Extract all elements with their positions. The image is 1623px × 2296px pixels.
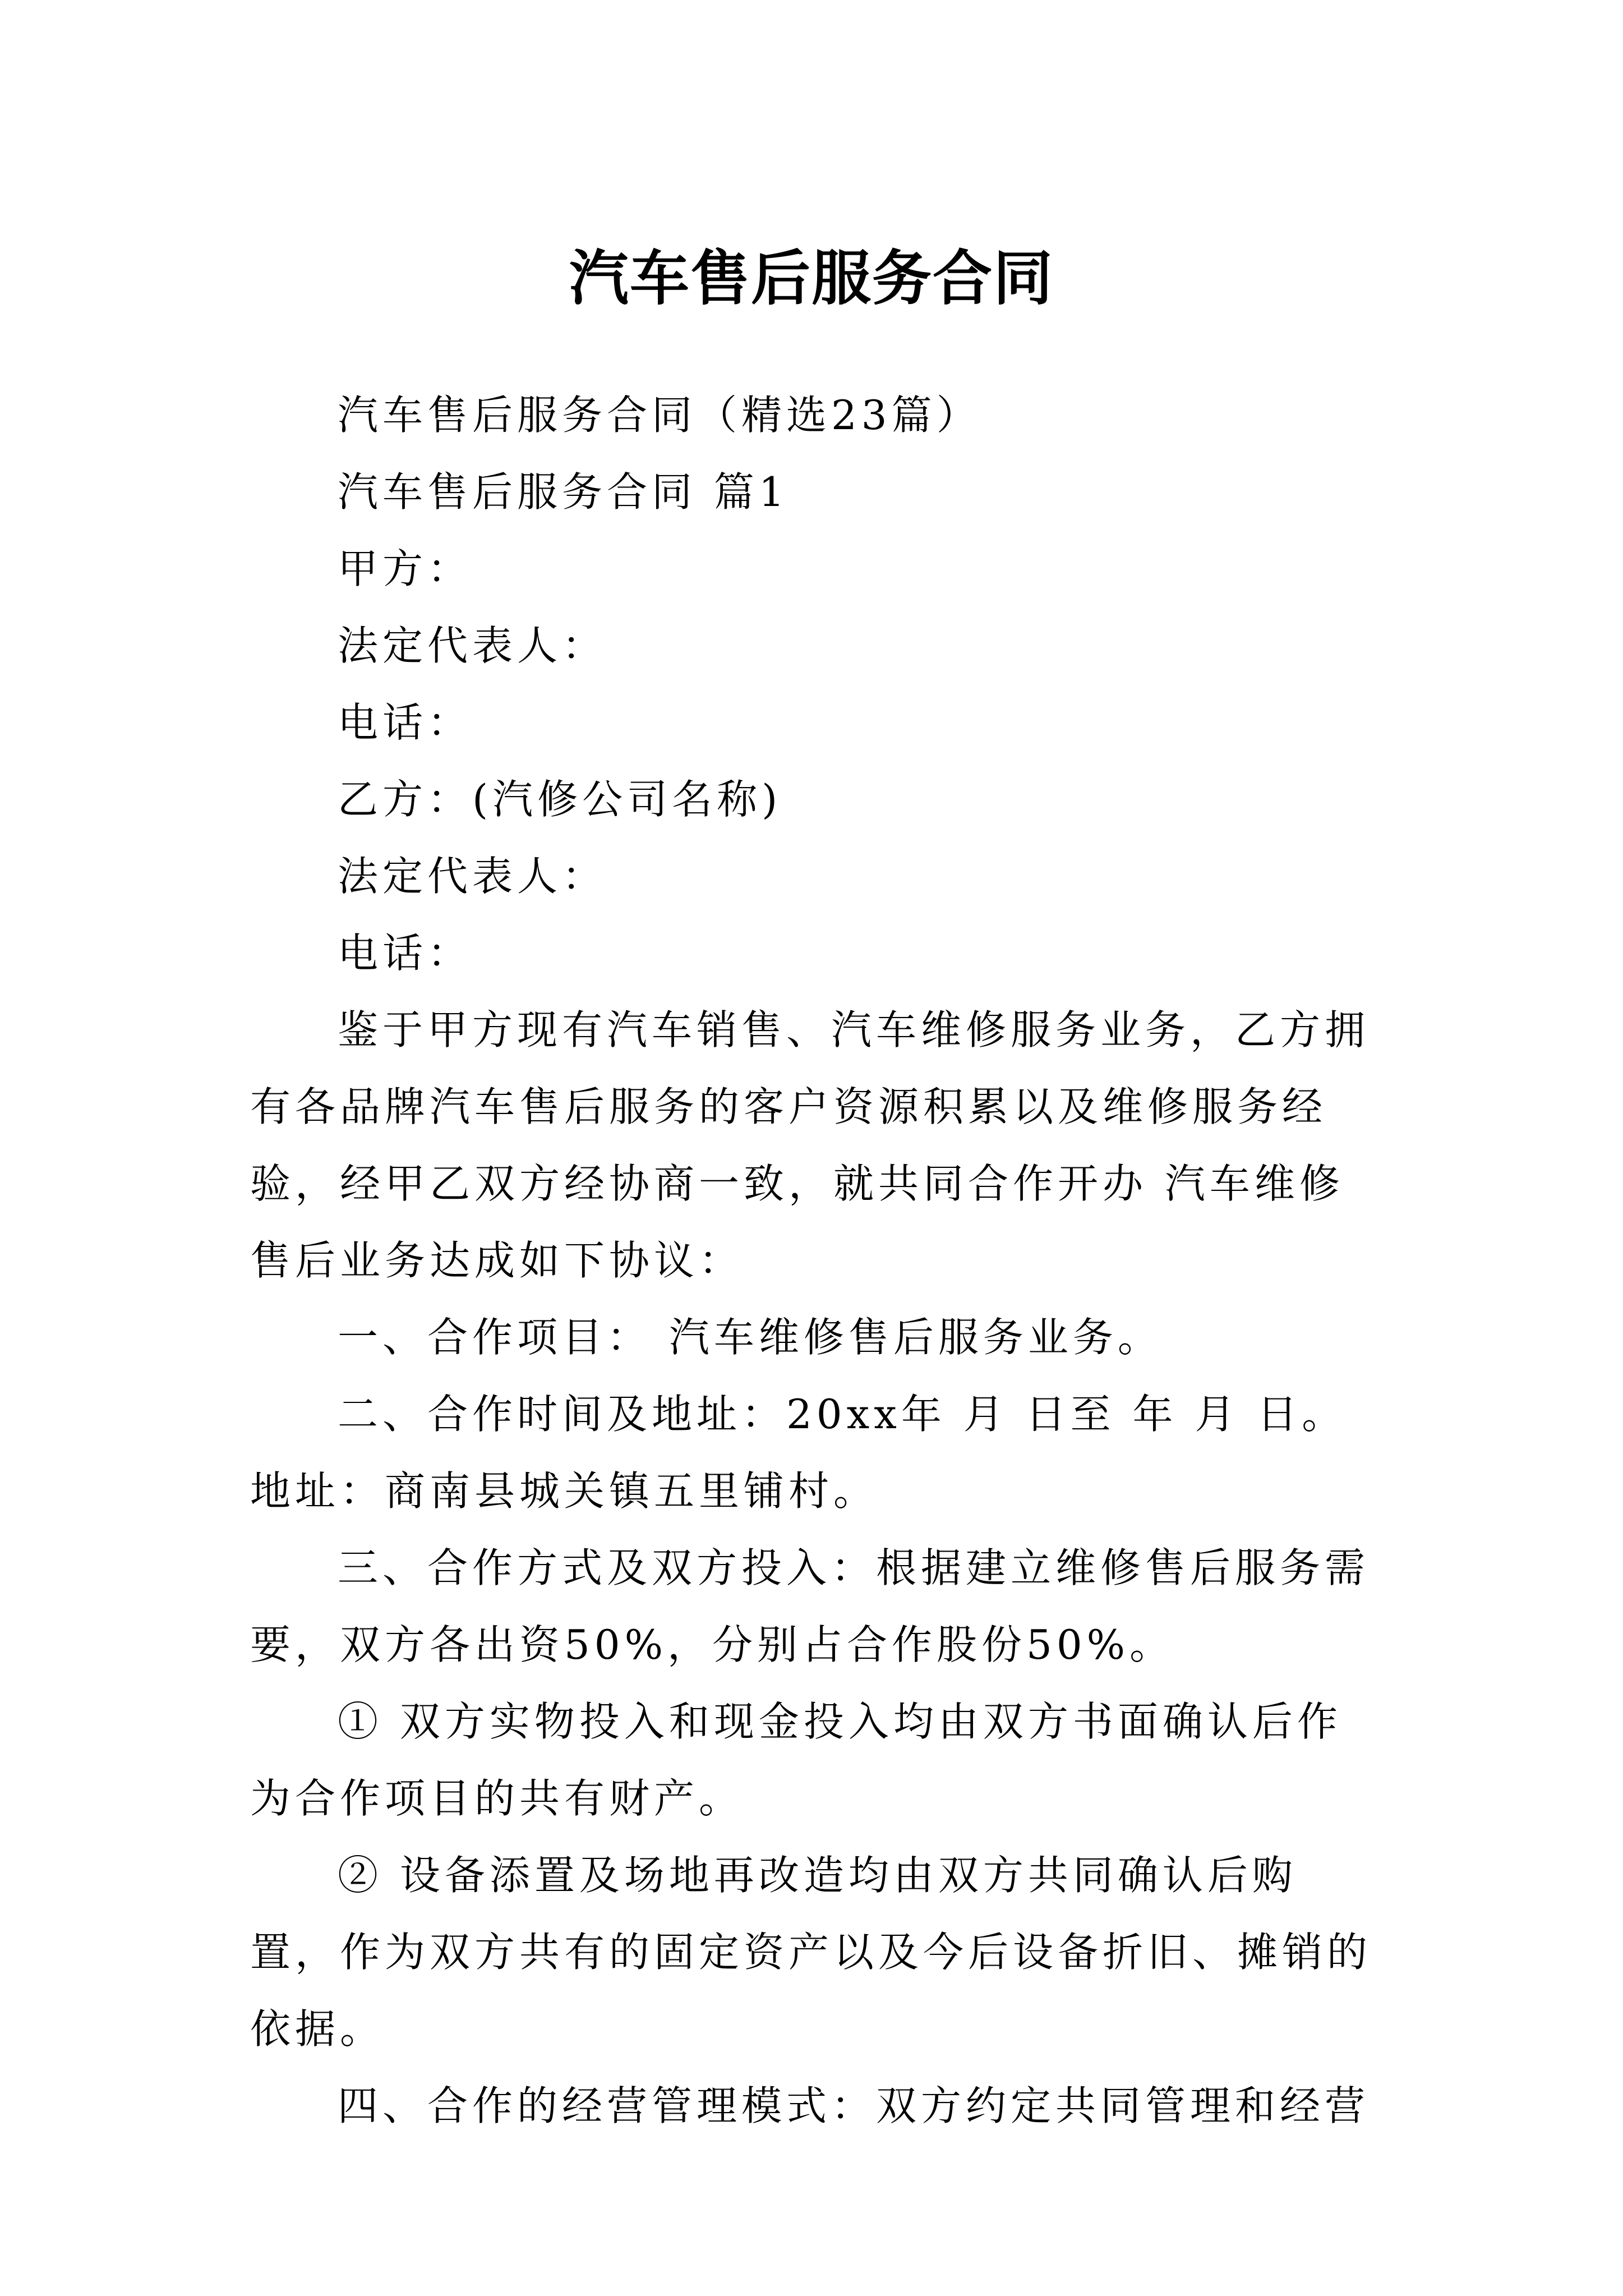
- paragraph-clause-3: 三、合作方式及双方投入：根据建立维修售后服务需要，双方各出资50%，分别占合作股份50%。: [250, 1544, 1370, 1668]
- paragraph-party-a-representative: 法定代表人：: [338, 622, 607, 669]
- paragraph-party-b: 乙方：(汽修公司名称): [338, 776, 782, 823]
- paragraph-preamble: 鉴于甲方现有汽车销售、汽车维修服务业务，乙方拥有各品牌汽车售后服务的客户资源积累以及维修服务经验，经甲乙双方经协商一致，就共同合作开办 汽车维修售后业务达成如下协议：: [250, 1006, 1370, 1284]
- paragraph-clause-4: 四、合作的经营管理模式：双方约定共同管理和经营: [338, 2082, 1370, 2129]
- paragraph-section-heading: 汽车售后服务合同 篇1: [338, 468, 789, 516]
- paragraph-party-a: 甲方：: [338, 545, 473, 592]
- document-body: [250, 377, 1373, 2145]
- document-title: 汽车售后服务合同: [569, 243, 1054, 314]
- paragraph-clause-1: 一、合作项目： 汽车维修售后服务业务。: [338, 1314, 1163, 1361]
- paragraph-clause-3-item-2: ② 设备添置及场地再改造均由双方共同确认后购置，作为双方共有的固定资产以及今后设备折旧、摊销的依据。: [250, 1852, 1372, 2053]
- paragraph-clause-3-item-1: ① 双方实物投入和现金投入均由双方书面确认后作为合作项目的共有财产。: [250, 1698, 1342, 1822]
- paragraph-party-b-representative: 法定代表人：: [338, 853, 607, 900]
- paragraph-subtitle: 汽车售后服务合同（精选23篇）: [338, 392, 981, 439]
- paragraph-party-a-phone: 电话：: [338, 699, 473, 746]
- paragraph-party-b-phone: 电话：: [338, 930, 473, 977]
- paragraph-clause-2: 二、合作时间及地址：20xx年 月 日至 年 月 日。地址：商南县城关镇五里铺村。: [250, 1391, 1347, 1515]
